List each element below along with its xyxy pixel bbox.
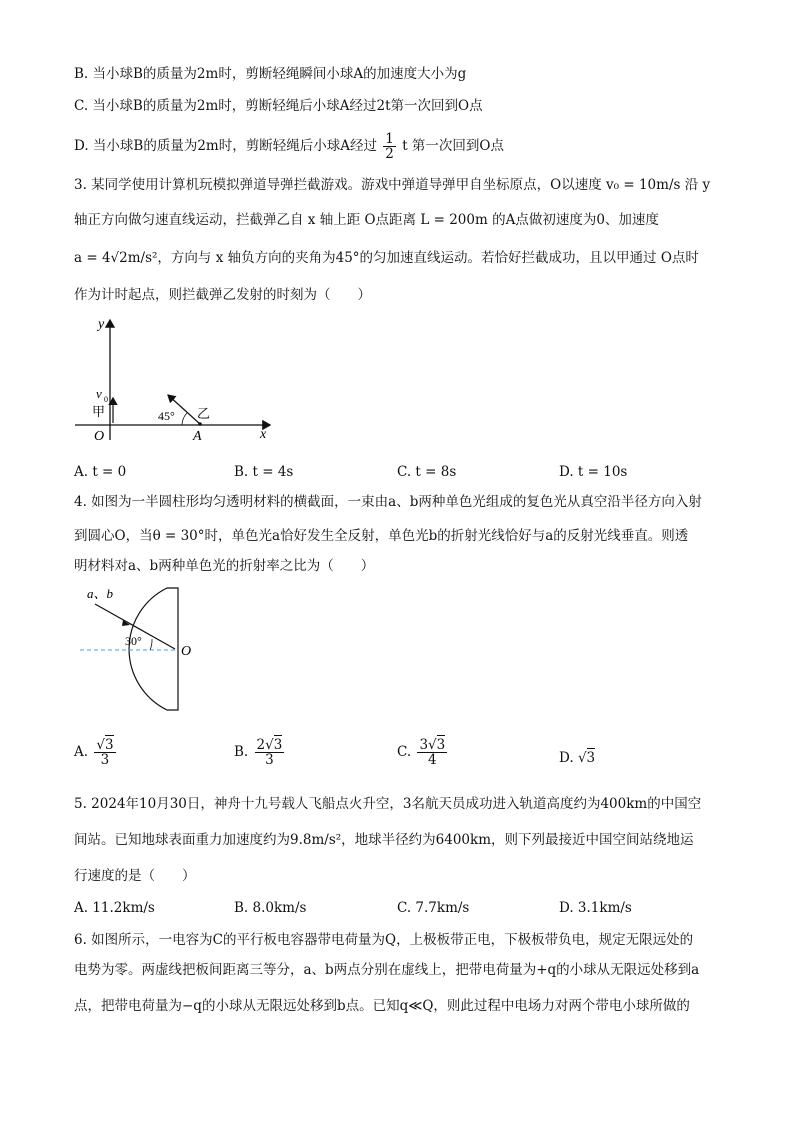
point-a bbox=[198, 422, 202, 426]
center-o-label: O bbox=[181, 644, 192, 659]
q4-figure bbox=[75, 582, 205, 717]
sqrt-expression: √3 bbox=[577, 750, 596, 766]
q4-option-b bbox=[234, 738, 286, 767]
q4-option-a bbox=[74, 738, 118, 767]
q3-stem-line2: 轴正方向做匀速直线运动，拦截弹乙自 x 轴上距 O点距离 L = 200m 的A点做初速度为0、加速度 bbox=[74, 212, 659, 228]
jia-label: 甲 bbox=[92, 405, 106, 420]
radicand: 3 bbox=[586, 750, 596, 766]
option-fraction bbox=[255, 738, 285, 767]
origin-label: O bbox=[94, 429, 105, 444]
q5-option-a: A. 11.2km/s bbox=[74, 900, 155, 916]
q2-option-d-post: t 第一次回到O点 bbox=[402, 138, 504, 154]
q2-option-d-fraction bbox=[383, 132, 396, 161]
option-prefix: B. bbox=[234, 744, 249, 760]
q3-option-b: B. t = 4s bbox=[234, 464, 294, 480]
q2-option-c: C. 当小球B的质量为2m时，剪断轻绳后小球A经过2t第一次回到O点 bbox=[74, 98, 483, 114]
q4-option-d bbox=[559, 748, 595, 768]
q3-stem-line3: a = 4√2m/s²，方向与 x 轴负方向的夹角为45°的匀加速直线运动。若恰好拦截成功，且以甲通过 O点时 bbox=[74, 250, 699, 266]
q4-stem-line3: 明材料对a、b两种单色光的折射率之比为（ ） bbox=[74, 558, 375, 574]
angle-label: 45° bbox=[158, 409, 175, 423]
option-fraction bbox=[94, 738, 115, 767]
q4-stem-line2: 到圆心O，当θ = 30°时，单色光a恰好发生全反射，单色光b的折射光线恰好与a的反射光线垂直。则透 bbox=[74, 528, 689, 544]
x-label: x bbox=[260, 427, 267, 442]
q6-stem-line2: 电势为零。两虚线把板间距离三等分，a、b两点分别在虚线上，把带电荷量为+q的小球从无限远处移到a bbox=[74, 962, 700, 978]
fraction-numerator: 3√3 bbox=[419, 737, 446, 753]
q5-stem-line2: 间站。已知地球表面重力加速度约为9.8m/s²，地球半径约为6400km，则下列最接近中国空间站绕地运 bbox=[74, 832, 694, 848]
q4-option-c bbox=[397, 738, 449, 767]
q3-option-d: D. t = 10s bbox=[559, 464, 628, 480]
option-prefix: A. bbox=[74, 744, 89, 760]
q4-stem-line1: 4. 如图为一半圆柱形均匀透明材料的横截面，一束由a、b两种单色光组成的复色光从真空沿半径方向入射 bbox=[74, 494, 702, 510]
q5-stem-line1: 5. 2024年10月30日，神舟十九号载人飞船点火升空，3名航天员成功进入轨道高度约为400km的中国空 bbox=[74, 796, 702, 812]
angle-label: 30° bbox=[125, 634, 142, 648]
q2-option-b: B. 当小球B的质量为2m时，剪断轻绳瞬间小球A的加速度大小为g bbox=[74, 66, 467, 82]
fraction-numerator: √3 bbox=[96, 737, 114, 753]
fraction-numerator: 2√3 bbox=[256, 737, 283, 753]
coefficient: 3 bbox=[419, 737, 429, 753]
fraction-denominator: 4 bbox=[428, 752, 437, 768]
q2-option-d-pre: D. 当小球B的质量为2m时，剪断轻绳后小球A经过 bbox=[74, 138, 377, 154]
option-prefix: D. bbox=[559, 750, 574, 766]
angle-arc bbox=[182, 413, 187, 425]
q5-stem-line3: 行速度的是（ ） bbox=[74, 868, 196, 884]
v0-label: v bbox=[96, 386, 102, 401]
fraction-denominator: 3 bbox=[100, 752, 110, 768]
y-label: y bbox=[98, 317, 105, 332]
q3-figure bbox=[60, 310, 290, 450]
q3-stem-line1: 3. 某同学使用计算机玩模拟弹道导弹拦截游戏。游戏中弹道导弹甲自坐标原点，O以速度 v₀ = 10m/s 沿 y bbox=[74, 177, 711, 193]
yi-label: 乙 bbox=[197, 407, 211, 422]
ab-label: a、b bbox=[87, 586, 114, 601]
a-point-label: A bbox=[193, 429, 202, 444]
coefficient: 2 bbox=[256, 737, 266, 753]
q5-option-b: B. 8.0km/s bbox=[234, 900, 307, 916]
fraction-numerator: 1 bbox=[385, 131, 394, 147]
q3-stem-line4: 作为计时起点，则拦截弹乙发射的时刻为（ ） bbox=[74, 287, 371, 303]
radicand: 3 bbox=[104, 737, 114, 753]
angle-arc bbox=[150, 639, 152, 650]
q2-option-d bbox=[74, 132, 504, 161]
v0-subscript: 0 bbox=[104, 395, 108, 404]
q6-stem-line3: 点，把带电荷量为−q的小球从无限远处移到b点。已知q≪Q，则此过程中电场力对两个带电小球所做的 bbox=[74, 998, 690, 1014]
fraction-denominator: 3 bbox=[265, 752, 274, 768]
radicand: 3 bbox=[436, 737, 446, 753]
fraction-denominator: 2 bbox=[385, 146, 394, 162]
q3-option-c: C. t = 8s bbox=[397, 464, 457, 480]
q5-option-d: D. 3.1km/s bbox=[559, 900, 632, 916]
option-prefix: C. bbox=[397, 744, 412, 760]
q3-option-a: A. t = 0 bbox=[74, 464, 127, 480]
q6-stem-line1: 6. 如图所示，一电容为C的平行板电容器带电荷量为Q，上极板带正电，下极板带负电，规定无限远处的 bbox=[74, 932, 694, 948]
option-fraction bbox=[417, 738, 447, 767]
q5-option-c: C. 7.7km/s bbox=[397, 900, 470, 916]
semicylinder-outline bbox=[129, 588, 178, 710]
radicand: 3 bbox=[273, 737, 283, 753]
